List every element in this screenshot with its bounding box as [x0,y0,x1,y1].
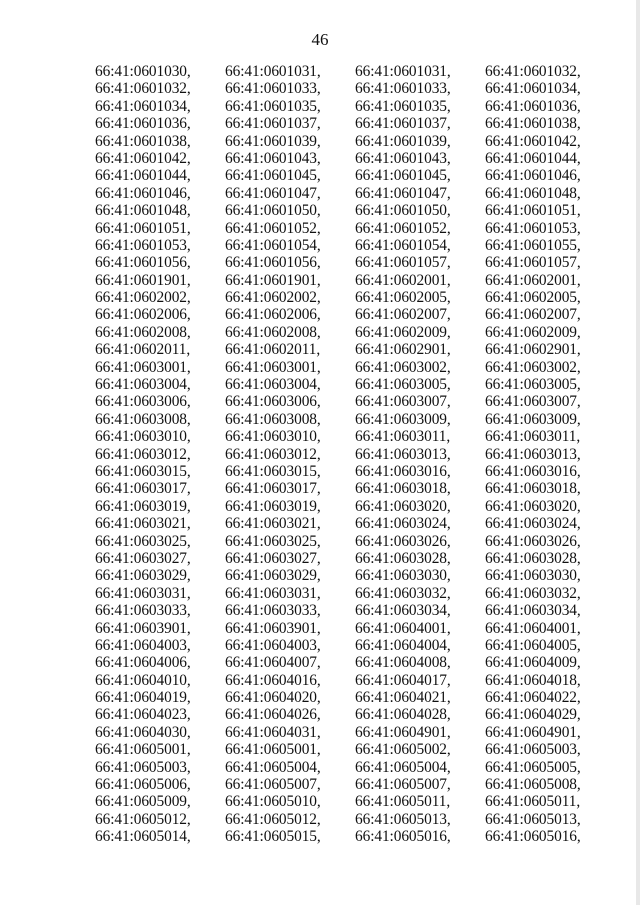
cadastral-number-cell: 66:41:0603030, [485,567,581,585]
cadastral-number-cell: 66:41:0603032, [485,584,581,602]
cadastral-number-cell: 66:41:0605005, [485,758,581,776]
cadastral-number-cell: 66:41:0603019, [95,497,191,515]
cadastral-number-cell: 66:41:0603030, [355,567,451,585]
cadastral-number-cell: 66:41:0602006, [225,306,321,324]
cadastral-number-list [0,63,640,846]
cadastral-number-cell: 66:41:0603017, [95,480,191,498]
cadastral-number-cell: 66:41:0604026, [225,706,321,724]
cadastral-number-cell: 66:41:0604017, [355,671,451,689]
cadastral-number-cell: 66:41:0603009, [355,410,451,428]
cadastral-number-cell: 66:41:0605015, [225,828,321,846]
cadastral-number-cell: 66:41:0603005, [485,376,581,394]
cadastral-number-cell: 66:41:0601901, [95,271,191,289]
cadastral-number-cell: 66:41:0604009, [485,654,581,672]
cadastral-number-cell: 66:41:0601044, [95,167,191,185]
cadastral-number-cell: 66:41:0605004, [225,758,321,776]
cadastral-number-cell: 66:41:0603024, [355,515,451,533]
cadastral-number-cell: 66:41:0603001, [95,358,191,376]
cadastral-number-cell: 66:41:0605003, [95,758,191,776]
cadastral-number-cell: 66:41:0603018, [485,480,581,498]
cadastral-number-cell: 66:41:0602011, [95,341,191,359]
cadastral-number-cell: 66:41:0604019, [95,689,191,707]
cadastral-number-cell: 66:41:0601044, [485,149,581,167]
cadastral-number-cell: 66:41:0601037, [225,115,321,133]
cadastral-number-cell: 66:41:0605016, [485,828,581,846]
cadastral-number-cell: 66:41:0605007, [225,776,321,794]
cadastral-number-cell: 66:41:0601036, [95,115,191,133]
cadastral-number-cell: 66:41:0603901, [225,619,321,637]
cadastral-number-cell: 66:41:0605003, [485,741,581,759]
cadastral-number-cell: 66:41:0601043, [355,149,451,167]
cadastral-number-cell: 66:41:0604029, [485,706,581,724]
cadastral-number-cell: 66:41:0603025, [95,532,191,550]
cadastral-number-cell: 66:41:0601057, [485,254,581,272]
cadastral-number-cell: 66:41:0605007, [355,776,451,794]
cadastral-number-cell: 66:41:0601052, [225,219,321,237]
cadastral-number-cell: 66:41:0603013, [355,445,451,463]
cadastral-number-cell: 66:41:0601054, [355,236,451,254]
cadastral-number-cell: 66:41:0601042, [95,149,191,167]
cadastral-number-cell: 66:41:0603007, [485,393,581,411]
cadastral-number-cell: 66:41:0603033, [225,602,321,620]
cadastral-number-cell: 66:41:0601050, [225,202,321,220]
cadastral-number-cell: 66:41:0602011, [225,341,321,359]
cadastral-number-cell: 66:41:0603020, [485,497,581,515]
cadastral-number-cell: 66:41:0601037, [355,115,451,133]
cadastral-number-cell: 66:41:0603032, [355,584,451,602]
cadastral-number-cell: 66:41:0602009, [485,323,581,341]
cadastral-number-cell: 66:41:0604023, [95,706,191,724]
cadastral-number-cell: 66:41:0603017, [225,480,321,498]
cadastral-number-cell: 66:41:0603004, [95,376,191,394]
cadastral-number-cell: 66:41:0601051, [485,202,581,220]
cadastral-number-cell: 66:41:0603006, [95,393,191,411]
cadastral-number-cell: 66:41:0603027, [225,549,321,567]
cadastral-number-cell: 66:41:0603031, [95,584,191,602]
cadastral-number-cell: 66:41:0605011, [485,793,581,811]
cadastral-number-cell: 66:41:0604030, [95,723,191,741]
cadastral-number-cell: 66:41:0604005, [485,636,581,654]
cadastral-number-cell: 66:41:0605004, [355,758,451,776]
cadastral-number-cell: 66:41:0605002, [355,741,451,759]
cadastral-number-cell: 66:41:0601045, [225,167,321,185]
cadastral-number-cell: 66:41:0603004, [225,376,321,394]
cadastral-number-cell: 66:41:0603006, [225,393,321,411]
cadastral-number-cell: 66:41:0601053, [485,219,581,237]
cadastral-number-cell: 66:41:0601034, [95,97,191,115]
cadastral-number-cell: 66:41:0603034, [355,602,451,620]
cadastral-number-cell: 66:41:0603013, [485,445,581,463]
cadastral-number-cell: 66:41:0603901, [95,619,191,637]
cadastral-number-cell: 66:41:0601045, [355,167,451,185]
cadastral-number-cell: 66:41:0604031, [225,723,321,741]
cadastral-number-cell: 66:41:0605016, [355,828,451,846]
cadastral-number-cell: 66:41:0605014, [95,828,191,846]
cadastral-number-cell: 66:41:0603028, [485,549,581,567]
cadastral-number-cell: 66:41:0601047, [225,184,321,202]
cadastral-number-cell: 66:41:0604901, [485,723,581,741]
cadastral-number-cell: 66:41:0603009, [485,410,581,428]
cadastral-number-cell: 66:41:0605011, [355,793,451,811]
cadastral-number-cell: 66:41:0601046, [485,167,581,185]
cadastral-number-cell: 66:41:0603031, [225,584,321,602]
cadastral-number-cell: 66:41:0602005, [355,289,451,307]
cadastral-number-cell: 66:41:0603029, [95,567,191,585]
cadastral-number-cell: 66:41:0603010, [225,428,321,446]
cadastral-number-cell: 66:41:0603026, [355,532,451,550]
cadastral-number-cell: 66:41:0602007, [355,306,451,324]
cadastral-number-cell: 66:41:0601051, [95,219,191,237]
cadastral-number-cell: 66:41:0604010, [95,671,191,689]
cadastral-number-cell: 66:41:0602007, [485,306,581,324]
cadastral-number-cell: 66:41:0601048, [95,202,191,220]
cadastral-number-cell: 66:41:0601035, [225,97,321,115]
cadastral-number-cell: 66:41:0603012, [95,445,191,463]
cadastral-number-cell: 66:41:0603002, [355,358,451,376]
cadastral-number-cell: 66:41:0603008, [95,410,191,428]
cadastral-number-cell: 66:41:0602901, [485,341,581,359]
cadastral-number-cell: 66:41:0601032, [95,80,191,98]
cadastral-number-cell: 66:41:0604004, [355,636,451,654]
cadastral-number-cell: 66:41:0601034, [485,80,581,98]
cadastral-number-cell: 66:41:0601056, [225,254,321,272]
cadastral-number-cell: 66:41:0604901, [355,723,451,741]
cadastral-number-cell: 66:41:0603008, [225,410,321,428]
cadastral-number-cell: 66:41:0604006, [95,654,191,672]
cadastral-number-cell: 66:41:0604016, [225,671,321,689]
cadastral-number-cell: 66:41:0603026, [485,532,581,550]
cadastral-number-cell: 66:41:0604021, [355,689,451,707]
cadastral-number-cell: 66:41:0601056, [95,254,191,272]
cadastral-number-cell: 66:41:0601033, [225,80,321,98]
cadastral-number-cell: 66:41:0604003, [95,636,191,654]
cadastral-number-cell: 66:41:0604022, [485,689,581,707]
cadastral-number-cell: 66:41:0604001, [355,619,451,637]
cadastral-number-cell: 66:41:0602005, [485,289,581,307]
cadastral-number-cell: 66:41:0604001, [485,619,581,637]
cadastral-number-cell: 66:41:0601042, [485,132,581,150]
cadastral-number-cell: 66:41:0603015, [225,462,321,480]
cadastral-number-cell: 66:41:0603034, [485,602,581,620]
cadastral-number-cell: 66:41:0603033, [95,602,191,620]
cadastral-number-cell: 66:41:0601031, [355,63,451,80]
cadastral-number-cell: 66:41:0601055, [485,236,581,254]
cadastral-number-cell: 66:41:0602009, [355,323,451,341]
cadastral-number-cell: 66:41:0602006, [95,306,191,324]
cadastral-number-cell: 66:41:0601050, [355,202,451,220]
cadastral-number-cell: 66:41:0601032, [485,63,581,80]
cadastral-number-cell: 66:41:0601054, [225,236,321,254]
cadastral-number-cell: 66:41:0601048, [485,184,581,202]
cadastral-number-cell: 66:41:0602001, [355,271,451,289]
cadastral-number-cell: 66:41:0603001, [225,358,321,376]
cadastral-number-cell: 66:41:0603019, [225,497,321,515]
cadastral-number-cell: 66:41:0601035, [355,97,451,115]
cadastral-number-cell: 66:41:0603027, [95,549,191,567]
cadastral-number-cell: 66:41:0602002, [95,289,191,307]
cadastral-number-cell: 66:41:0603029, [225,567,321,585]
cadastral-number-cell: 66:41:0604008, [355,654,451,672]
cadastral-number-cell: 66:41:0603018, [355,480,451,498]
cadastral-number-cell: 66:41:0601036, [485,97,581,115]
cadastral-number-cell: 66:41:0601039, [355,132,451,150]
cadastral-number-cell: 66:41:0604028, [355,706,451,724]
cadastral-number-cell: 66:41:0601047, [355,184,451,202]
cadastral-number-cell: 66:41:0603016, [485,462,581,480]
cadastral-number-cell: 66:41:0603015, [95,462,191,480]
cadastral-number-cell: 66:41:0603020, [355,497,451,515]
cadastral-number-cell: 66:41:0602008, [225,323,321,341]
cadastral-number-cell: 66:41:0603021, [95,515,191,533]
cadastral-number-cell: 66:41:0602901, [355,341,451,359]
cadastral-number-cell: 66:41:0605009, [95,793,191,811]
cadastral-number-cell: 66:41:0603028, [355,549,451,567]
cadastral-number-cell: 66:41:0601039, [225,132,321,150]
cadastral-number-cell: 66:41:0604018, [485,671,581,689]
cadastral-number-cell: 66:41:0605012, [225,810,321,828]
cadastral-number-cell: 66:41:0605012, [95,810,191,828]
cadastral-number-cell: 66:41:0601043, [225,149,321,167]
cadastral-number-cell: 66:41:0605008, [485,776,581,794]
cadastral-number-cell: 66:41:0605013, [485,810,581,828]
cadastral-number-cell: 66:41:0603021, [225,515,321,533]
cadastral-number-cell: 66:41:0604003, [225,636,321,654]
cadastral-number-cell: 66:41:0605001, [225,741,321,759]
cadastral-number-cell: 66:41:0603011, [485,428,581,446]
cadastral-number-cell: 66:41:0601046, [95,184,191,202]
cadastral-number-cell: 66:41:0601038, [485,115,581,133]
cadastral-number-cell: 66:41:0603010, [95,428,191,446]
cadastral-number-cell: 66:41:0601901, [225,271,321,289]
cadastral-number-cell: 66:41:0601038, [95,132,191,150]
cadastral-number-cell: 66:41:0604020, [225,689,321,707]
cadastral-number-cell: 66:41:0601053, [95,236,191,254]
page-number: 46 [311,30,329,49]
cadastral-number-cell: 66:41:0603011, [355,428,451,446]
cadastral-number-cell: 66:41:0601031, [225,63,321,80]
cadastral-number-cell: 66:41:0603005, [355,376,451,394]
cadastral-number-cell: 66:41:0605006, [95,776,191,794]
cadastral-number-cell: 66:41:0603012, [225,445,321,463]
cadastral-number-cell: 66:41:0602008, [95,323,191,341]
cadastral-number-cell: 66:41:0605013, [355,810,451,828]
cadastral-number-cell: 66:41:0604007, [225,654,321,672]
cadastral-number-cell: 66:41:0602002, [225,289,321,307]
cadastral-number-cell: 66:41:0603007, [355,393,451,411]
cadastral-number-cell: 66:41:0605001, [95,741,191,759]
cadastral-number-cell: 66:41:0603016, [355,462,451,480]
cadastral-number-cell: 66:41:0605010, [225,793,321,811]
cadastral-number-cell: 66:41:0603024, [485,515,581,533]
cadastral-number-cell: 66:41:0601057, [355,254,451,272]
cadastral-number-cell: 66:41:0602001, [485,271,581,289]
cadastral-number-cell: 66:41:0601052, [355,219,451,237]
cadastral-number-cell: 66:41:0601033, [355,80,451,98]
cadastral-number-cell: 66:41:0603025, [225,532,321,550]
cadastral-number-cell: 66:41:0603002, [485,358,581,376]
cadastral-number-cell: 66:41:0601030, [95,63,191,80]
